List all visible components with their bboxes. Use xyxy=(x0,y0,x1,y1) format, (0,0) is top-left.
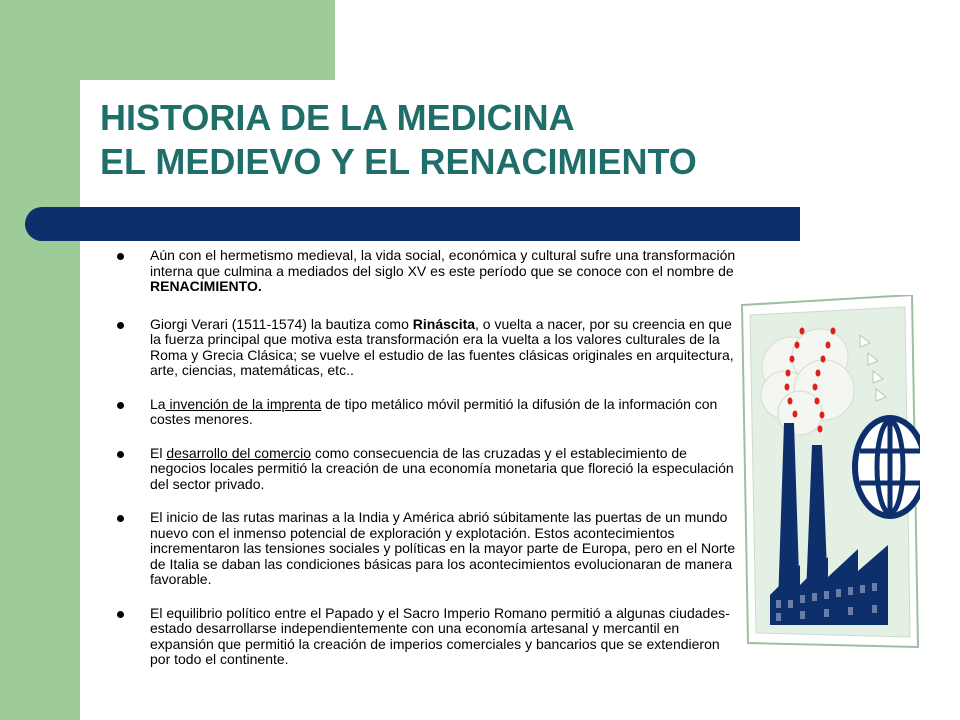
bullet-item xyxy=(117,446,737,493)
bullet-item xyxy=(117,248,737,295)
bullet-item xyxy=(117,397,737,428)
bullet-underlined-text: invención de la imprenta xyxy=(165,395,322,412)
bullet-list xyxy=(117,248,737,686)
bullet-text: El equilibrio político entre el Papado y el Sacro Imperio Romano permitió a algunas ciudades-estado desarrollarse independientemente con una economía artesanal y mercantil en expansión que permitió la creación de imperios comerciales y bancarios que se extendieron por todo el continente. xyxy=(150,604,730,667)
bullet-text: Giorgi Verari (1511-1574) la bautiza como xyxy=(150,315,413,332)
bullet-item xyxy=(117,317,737,379)
title-divider-bar xyxy=(25,207,800,241)
bullet-item xyxy=(117,510,737,588)
bullet-text: , o vuelta a nacer, por su creencia en que la fuerza principal que motiva esta transformación era la vuelta a los valores culturales de la Roma y Grecia Clásica; se vuelve el estudio de las fuentes clásicas originales en arquitectura, arte, ciencias, matemáticas, etc.. xyxy=(150,315,734,378)
bullet-text: como consecuencia de las cruzadas y el establecimiento de negocios locales permitió la creación de una economía monetaria que floreció la especulación del sector privado. xyxy=(150,444,734,492)
bullet-bold-text: Rináscita xyxy=(412,315,476,332)
bullet-bold-text: RENACIMIENTO. xyxy=(150,278,262,294)
bullet-text: Aún con el hermetismo medieval, la vida social, económica y cultural sufre una transformación interna que culmina a mediados del siglo XV es este período que se conoce con el nombre de xyxy=(150,247,736,279)
slide-title xyxy=(100,96,880,184)
bullet-item xyxy=(117,606,737,668)
bullet-text: El inicio de las rutas marinas a la India y América abrió súbitamente las puertas de un mundo nuevo con el inmenso potencial de exploración y explotación. Estos acontecimientos incrementaron las tensiones sociales y políticas en la mayor parte de Europa, pero en el Norte de Italia se daban las condiciones básicas para los acontecimientos evolucionaran de manera favorable. xyxy=(150,509,736,587)
bullet-text: La xyxy=(150,395,166,412)
bullet-underlined-text: desarrollo del comercio xyxy=(166,444,312,461)
title-line-1: HISTORIA DE LA MEDICINA xyxy=(100,97,575,138)
bullet-text: de tipo metálico móvil permitió la difusión de la información con costes menores. xyxy=(150,395,718,427)
title-line-2: EL MEDIEVO Y EL RENACIMIENTO xyxy=(100,141,697,182)
bullet-text: El xyxy=(150,444,167,461)
factory-clipart xyxy=(740,295,920,650)
